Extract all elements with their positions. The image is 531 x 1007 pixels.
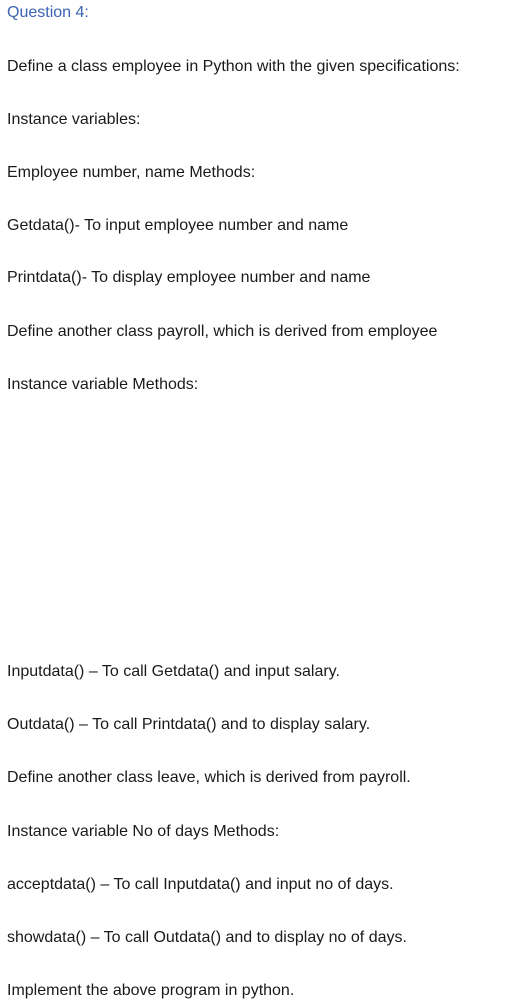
text-line-2: Instance variables: [7,111,141,128]
text-line-9: Outdata() – To call Printdata() and to display salary. [7,716,371,733]
text-line-10: Define another class leave, which is derived from payroll. [7,769,411,786]
text-line-13: showdata() – To call Outdata() and to display no of days. [7,929,407,946]
question-heading: Question 4: [7,4,89,21]
text-line-1: Define a class employee in Python with the given specifications: [7,58,460,75]
text-line-8: Inputdata() – To call Getdata() and input salary. [7,663,340,680]
text-line-3: Employee number, name Methods: [7,164,256,181]
text-line-12: acceptdata() – To call Inputdata() and input no of days. [7,876,394,893]
text-line-11: Instance variable No of days Methods: [7,823,280,840]
text-line-6: Define another class payroll, which is derived from employee [7,323,438,340]
text-line-14: Implement the above program in python. [7,982,295,999]
text-line-4: Getdata()- To input employee number and name [7,217,349,234]
text-line-5: Printdata()- To display employee number and name [7,269,371,286]
text-line-7: Instance variable Methods: [7,376,199,393]
